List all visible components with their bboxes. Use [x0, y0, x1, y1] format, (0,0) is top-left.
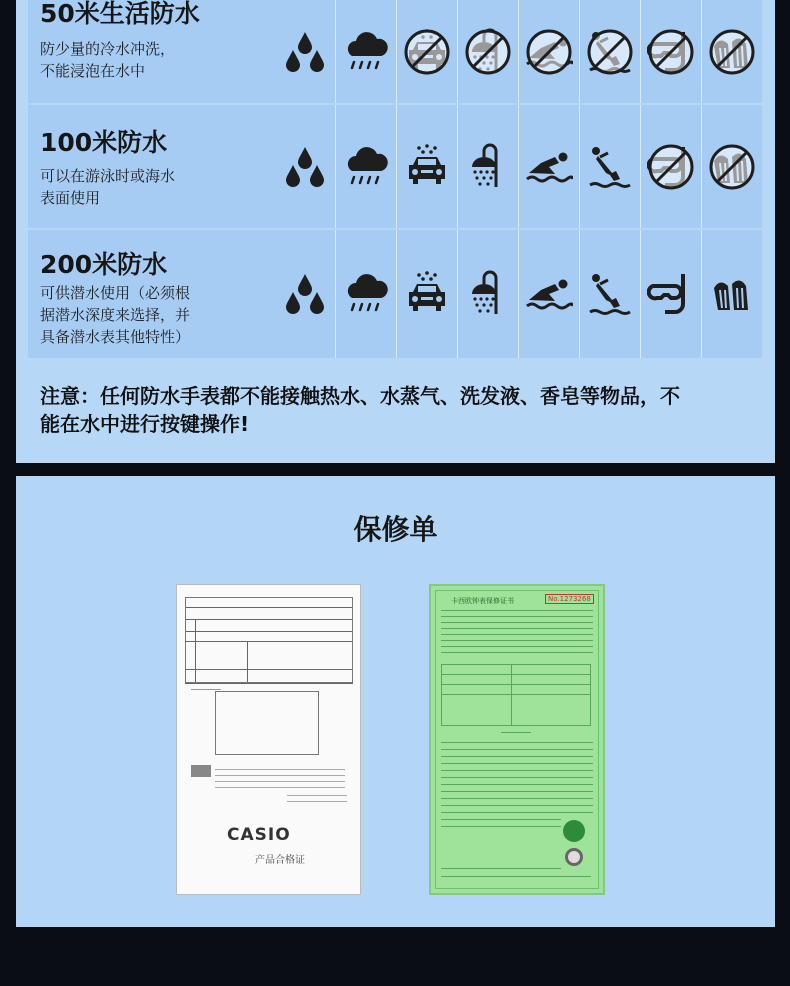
car-wash-icon — [396, 230, 457, 358]
diving-icon — [579, 230, 640, 358]
casio-logo: CASIO — [227, 825, 291, 845]
swimming-icon — [518, 230, 579, 358]
swimming-icon — [518, 105, 579, 228]
rain-icon — [335, 230, 396, 358]
waterproof-row-100m — [28, 105, 762, 228]
snorkel-icon-prohibited — [640, 0, 701, 103]
waterproof-row-50m — [28, 0, 762, 103]
swimming-icon-prohibited — [518, 0, 579, 103]
fins-icon — [701, 230, 762, 358]
warning-note: 注意：任何防水手表都不能接触热水、水蒸气、洗发液、香皂等物品，不 能在水中进行按键操作! — [40, 384, 680, 436]
icon-cells — [274, 230, 762, 358]
icon-cells — [274, 105, 762, 228]
warranty-title: 保修单 — [353, 513, 438, 546]
shower-icon-prohibited — [457, 0, 518, 103]
row-title: 200米防水 — [40, 250, 168, 279]
snorkel-icon — [640, 230, 701, 358]
casio-certificate-card — [176, 584, 361, 895]
water-drops-icon — [274, 230, 335, 358]
green-warranty-card — [429, 584, 605, 895]
waterproof-panel — [16, 0, 775, 463]
shower-icon — [457, 230, 518, 358]
casio-cert-label: 产品合格证 — [255, 855, 305, 866]
water-drops-icon — [274, 0, 335, 103]
rain-icon — [335, 105, 396, 228]
diving-icon — [579, 105, 640, 228]
rain-icon — [335, 0, 396, 103]
snorkel-icon-prohibited — [640, 105, 701, 228]
row-title: 50米生活防水 — [40, 0, 200, 28]
car-wash-icon — [396, 105, 457, 228]
waterproof-row-200m — [28, 230, 762, 358]
row-desc: 可供潜水使用（必须根 据潜水深度来选择，并 具备潜水表其他特性） — [40, 284, 191, 346]
icon-cells — [274, 0, 762, 103]
car-wash-icon-prohibited — [396, 0, 457, 103]
green-warranty-number: No.1273268 — [545, 594, 594, 604]
row-desc: 防少量的冷水冲洗， 不能浸泡在水中 — [40, 40, 176, 80]
fins-icon-prohibited — [701, 0, 762, 103]
shower-icon — [457, 105, 518, 228]
diving-icon-prohibited — [579, 0, 640, 103]
warranty-panel — [16, 476, 775, 927]
fins-icon-prohibited — [701, 105, 762, 228]
seal-icon — [563, 820, 585, 842]
row-title: 100米防水 — [40, 128, 168, 157]
green-warranty-title: 卡西欧钟表保修证书 — [451, 597, 514, 605]
row-desc: 可以在游泳时或海水 表面使用 — [40, 167, 176, 207]
water-drops-icon — [274, 105, 335, 228]
stamp-icon — [565, 848, 583, 866]
